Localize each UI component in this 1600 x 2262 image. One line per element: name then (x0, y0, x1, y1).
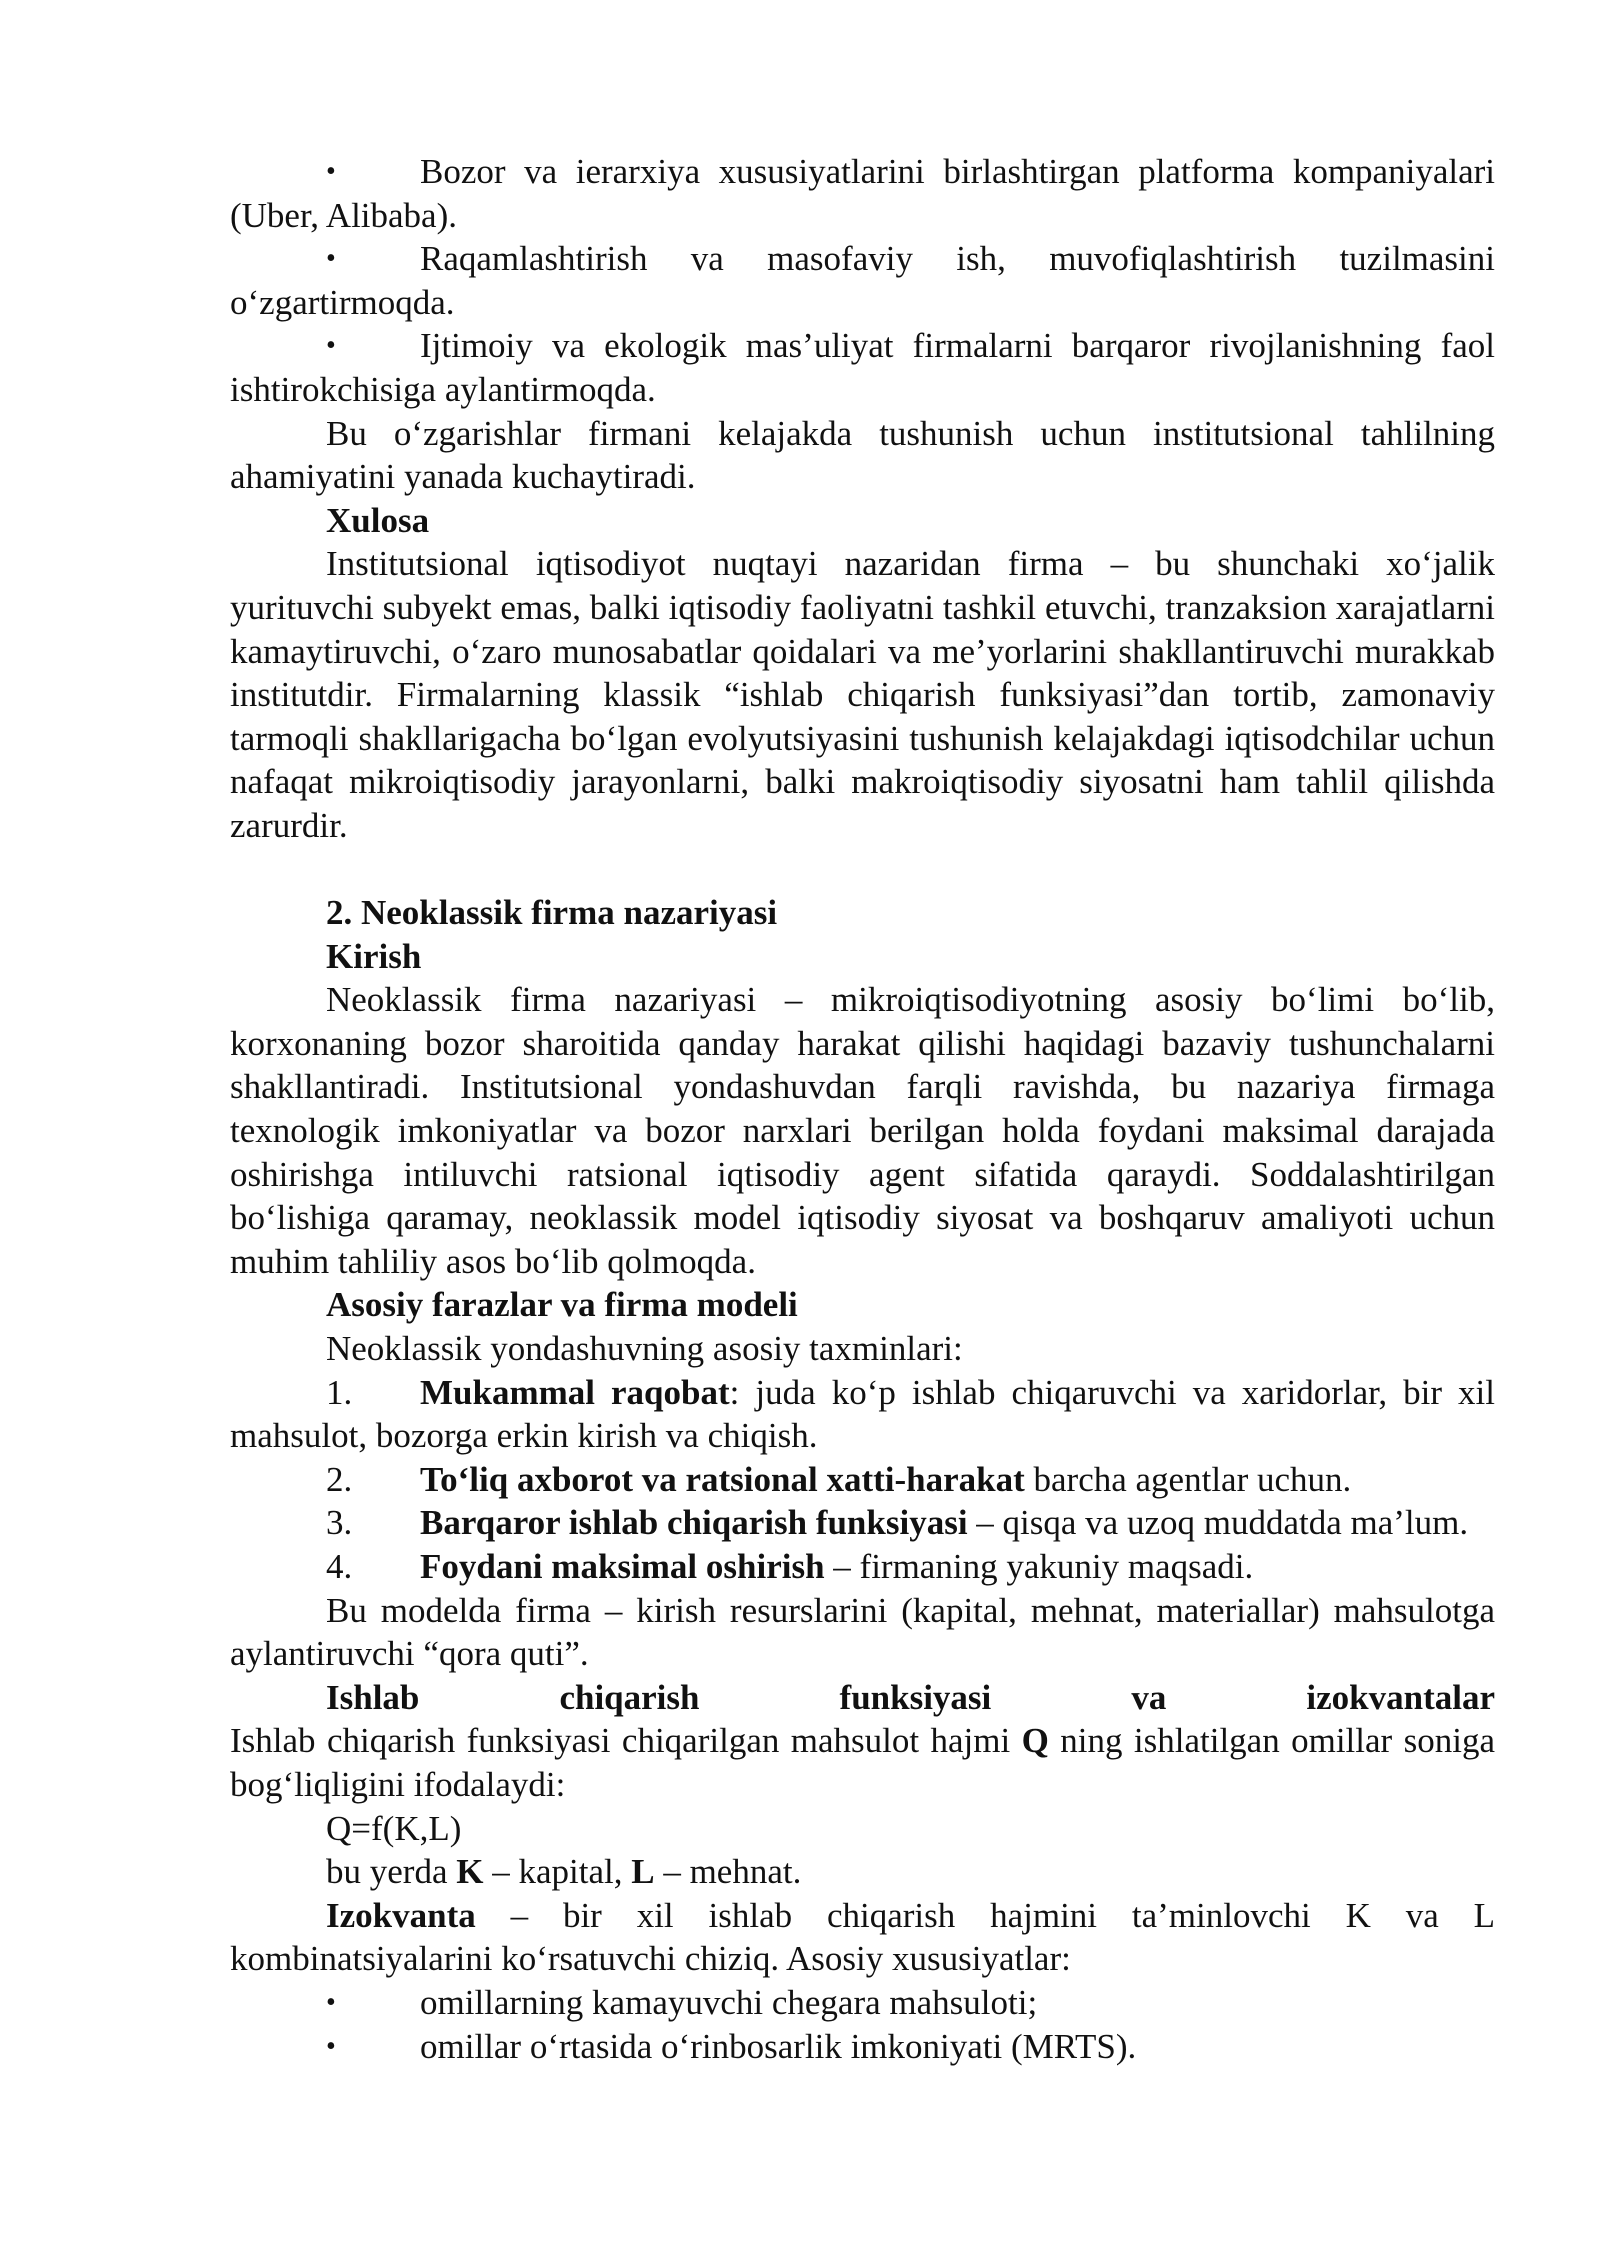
list-item-text: Ijtimoiy va ekologik mas’uliyat firmalarni barqaror rivojlanishning faol ishtirokchisiga aylantirmoqda. (230, 326, 1495, 409)
blank-line (230, 848, 1495, 892)
text-run: – mehnat. (654, 1852, 802, 1892)
paragraph-izokvanta (230, 1894, 1495, 1981)
list-item-text: omillarning kamayuvchi chegara mahsuloti; (420, 1982, 1038, 2022)
paragraph-production (230, 1719, 1495, 1806)
text-run: – kapital, (483, 1852, 632, 1892)
list-item (230, 2025, 1495, 2069)
numbered-item (230, 1458, 1495, 1502)
item-text: – qisqa va uzoq muddatda ma’lum. (967, 1503, 1469, 1543)
symbol-k: K (456, 1852, 484, 1892)
heading-kirish: Kirish (326, 936, 422, 976)
numbered-item (230, 1371, 1495, 1458)
heading-production: Ishlab chiqarish funksiyasi va izokvantalar (326, 1677, 1495, 1717)
text-run: ning ishlatilgan omillar soniga bog‘liqligini ifodalaydi: (230, 1721, 1495, 1804)
item-term: Mukammal raqobat (420, 1372, 730, 1412)
bullet-icon: • (326, 243, 336, 275)
list-item-text: omillar o‘rtasida o‘rinbosarlik imkoniyati (MRTS). (420, 2026, 1137, 2066)
numbered-item (230, 1501, 1495, 1545)
term-izokvanta: Izokvanta (326, 1895, 476, 1935)
bullet-icon: • (326, 1986, 336, 2018)
item-term: Barqaror ishlab chiqarish funksiyasi (420, 1503, 968, 1543)
paragraph-changes: Bu o‘zgarishlar firmani kelajakda tushunish uchun institutsional tahlilning ahamiyatini yanada kuchaytiradi. (230, 413, 1495, 497)
list-item-text: Raqamlashtirish va masofaviy ish, muvofiqlashtirish tuzilmasini o‘zgartirmoqda. (230, 239, 1495, 322)
paragraph-kirish: Neoklassik firma nazariyasi – mikroiqtisodiyotning asosiy bo‘limi bo‘lib, korxonaning bozor sharoitida qanday harakat qilishi haqidagi bazaviy tushunchalarni shakllantiradi. Institutsional yondashuvdan farqli ravishda, bu nazariya firmaga texnologik imkoniyatlar va bozor narxlari berilgan holda foydani maksimal darajada oshirishga intiluvchi ratsional iqtisodiy agent sifatida qaraydi. Soddalashtirilgan bo‘lishiga qaramay, neoklassik model iqtisodiy siyosat va boshqaruv amaliyoti uchun muhim tahliliy asos bo‘lib qolmoqda. (230, 980, 1495, 1281)
section-title: 2. Neoklassik firma nazariyasi (326, 893, 778, 933)
list-item (230, 150, 1495, 237)
text-run: Ishlab chiqarish funksiyasi chiqarilgan mahsulot hajmi (230, 1721, 1022, 1761)
text-run: – bir xil ishlab chiqarish hajmini ta’minlovchi K va L kombinatsiyalarini ko‘rsatuvchi chiziq. Asosiy xususiyatlar: (230, 1895, 1495, 1979)
item-number: 3. (326, 1503, 353, 1543)
paragraph-xulosa: Institutsional iqtisodiyot nuqtayi nazaridan firma – bu shunchaki xo‘jalik yurituvchi subyekt emas, balki iqtisodiy faoliyatni tashkil etuvchi, tranzaksion xarajatlarni kamaytiruvchi, o‘zaro munosabatlar qoidalari va me’yorlarini shakllantiruvchi murakkab institutdir. Firmalarning klassik “ishlab chiqarish funksiyasi”dan tortib, zamonaviy tarmoqli shakllarigacha bo‘lgan evolyutsiyasini tushunish kelajakdagi iqtisodchilar uchun nafaqat mikroiqtisodiy jarayonlarni, balki makroiqtisodiy siyosatni ham tahlil qilishda zarurdir. (230, 544, 1495, 845)
symbol-l: L (631, 1852, 655, 1892)
assumptions-intro: Neoklassik yondashuvning asosiy taxminlari: (326, 1329, 963, 1369)
list-item-text: Bozor va ierarxiya xususiyatlarini birlashtirgan platforma kompaniyalari (Uber, Alibaba). (230, 152, 1495, 235)
heading-xulosa: Xulosa (326, 500, 430, 540)
item-term: To‘liq axborot va ratsional xatti-harakat (420, 1459, 1025, 1499)
list-item (230, 324, 1495, 411)
item-text: : juda ko‘p ishlab chiqaruvchi va xaridorlar, bir xil mahsulot, bozorga erkin kirish va chiqish. (230, 1372, 1495, 1456)
item-text: barcha agentlar uchun. (1024, 1459, 1352, 1499)
bullet-icon: • (326, 330, 336, 362)
item-number: 1. (326, 1372, 353, 1412)
numbered-item (230, 1545, 1495, 1589)
bullet-icon: • (326, 2030, 336, 2062)
document-page (230, 150, 1495, 2068)
list-item (230, 237, 1495, 324)
paragraph-black-box: Bu modelda firma – kirish resurslarini (kapital, mehnat, materiallar) mahsulotga aylantiruvchi “qora quti”. (230, 1590, 1495, 1674)
formula: Q=f(K,L) (326, 1808, 462, 1848)
list-item (230, 1981, 1495, 2025)
text-run: bu yerda (326, 1852, 457, 1892)
item-text: – firmaning yakuniy maqsadi. (824, 1547, 1254, 1586)
item-term: Foydani maksimal oshirish (420, 1547, 825, 1586)
heading-assumptions: Asosiy farazlar va firma modeli (326, 1285, 798, 1325)
bullet-icon: • (326, 156, 336, 187)
symbol-q: Q (1021, 1721, 1049, 1761)
item-number: 2. (326, 1459, 353, 1499)
paragraph-where (230, 1850, 1495, 1894)
item-number: 4. (326, 1547, 353, 1586)
